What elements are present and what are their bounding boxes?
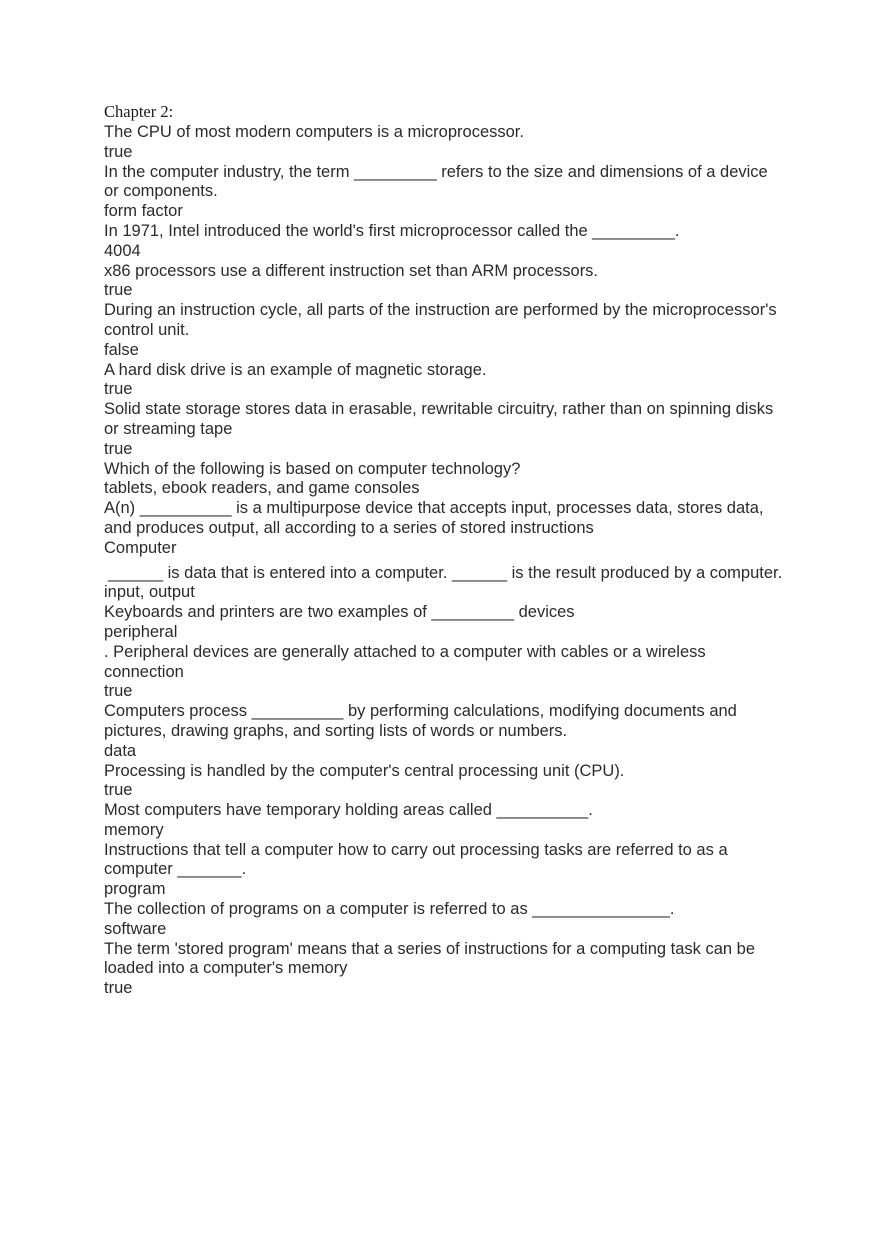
answer-text: Computer bbox=[104, 538, 177, 557]
question-text: The collection of programs on a computer is referred to as _______________. bbox=[104, 900, 675, 919]
question-text: x86 processors use a different instruction set than ARM processors. bbox=[104, 261, 599, 280]
question-text: The CPU of most modern computers is a microprocessor. bbox=[104, 123, 524, 141]
answer-text: true bbox=[104, 682, 133, 701]
answer-text: 4004 bbox=[104, 241, 141, 260]
question-text: Computers process __________ by performing calculations, modifying documents and pictures, drawing graphs, and sorting lists of words or numbers. bbox=[104, 702, 737, 740]
question-text: A hard disk drive is an example of magnetic storage. bbox=[104, 360, 487, 379]
answer-text: true bbox=[104, 979, 133, 998]
question-text: During an instruction cycle, all parts of the instruction are performed by the microprocessor's control unit. bbox=[104, 301, 777, 339]
qa-item-3 bbox=[104, 222, 784, 262]
question-text: Keyboards and printers are two examples of _________ devices bbox=[104, 603, 575, 622]
answer-text: program bbox=[104, 880, 166, 899]
question-text: Processing is handled by the computer's central processing unit (CPU). bbox=[104, 761, 625, 780]
qa-item-2 bbox=[104, 163, 784, 222]
qa-item-17 bbox=[104, 900, 784, 940]
chapter-heading: Chapter 2: bbox=[104, 102, 174, 121]
document-body bbox=[104, 101, 784, 999]
qa-item-18 bbox=[104, 940, 784, 999]
qa-item-12 bbox=[104, 643, 784, 702]
answer-text: false bbox=[104, 340, 139, 359]
qa-item-8 bbox=[104, 460, 784, 500]
question-text: Instructions that tell a computer how to carry out processing tasks are referred to as a computer _______. bbox=[104, 840, 728, 879]
qa-item-15 bbox=[104, 801, 784, 841]
answer-text: form factor bbox=[104, 202, 183, 221]
question-text: Most computers have temporary holding areas called __________. bbox=[104, 801, 593, 820]
answer-text: tablets, ebook readers, and game consoles bbox=[104, 479, 420, 498]
question-text: . Peripheral devices are generally attached to a computer with cables or a wireless connection bbox=[104, 642, 706, 681]
qa-item-7 bbox=[104, 400, 784, 459]
qa-item-14 bbox=[104, 762, 784, 802]
answer-text: memory bbox=[104, 820, 164, 839]
qa-item-5 bbox=[104, 301, 784, 360]
answer-text: software bbox=[104, 919, 167, 938]
answer-text: true bbox=[104, 781, 133, 800]
question-text: The term 'stored program' means that a series of instructions for a computing task can be loaded into a computer's memory bbox=[104, 939, 756, 978]
answer-text: true bbox=[104, 142, 133, 161]
qa-item-6 bbox=[104, 361, 784, 401]
qa-item-11 bbox=[104, 603, 784, 643]
question-text: In 1971, Intel introduced the world's first microprocessor called the _________. bbox=[104, 221, 680, 240]
qa-item-9 bbox=[104, 499, 784, 558]
question-text: In the computer industry, the term _________ refers to the size and dimensions of a device or components. bbox=[104, 162, 768, 201]
answer-text: true bbox=[104, 439, 133, 458]
qa-item-13 bbox=[104, 702, 784, 761]
answer-text: data bbox=[104, 741, 137, 760]
answer-text: peripheral bbox=[104, 622, 178, 641]
question-text: Solid state storage stores data in erasable, rewritable circuitry, rather than on spinning disks or streaming tape bbox=[104, 400, 774, 438]
answer-text: true bbox=[104, 281, 133, 300]
qa-item-16 bbox=[104, 841, 784, 900]
question-text: A(n) __________ is a multipurpose device that accepts input, processes data, stores data, and produces output, all according to a series of stored instructions bbox=[104, 499, 764, 537]
qa-item-10 bbox=[104, 564, 784, 604]
question-text: Which of the following is based on computer technology? bbox=[104, 459, 521, 478]
qa-item-1 bbox=[104, 123, 784, 163]
answer-text: true bbox=[104, 380, 133, 399]
question-text: ______ is data that is entered into a computer. ______ is the result produced by a computer. bbox=[108, 563, 783, 582]
qa-item-4 bbox=[104, 262, 784, 302]
answer-text: input, output bbox=[104, 583, 195, 602]
